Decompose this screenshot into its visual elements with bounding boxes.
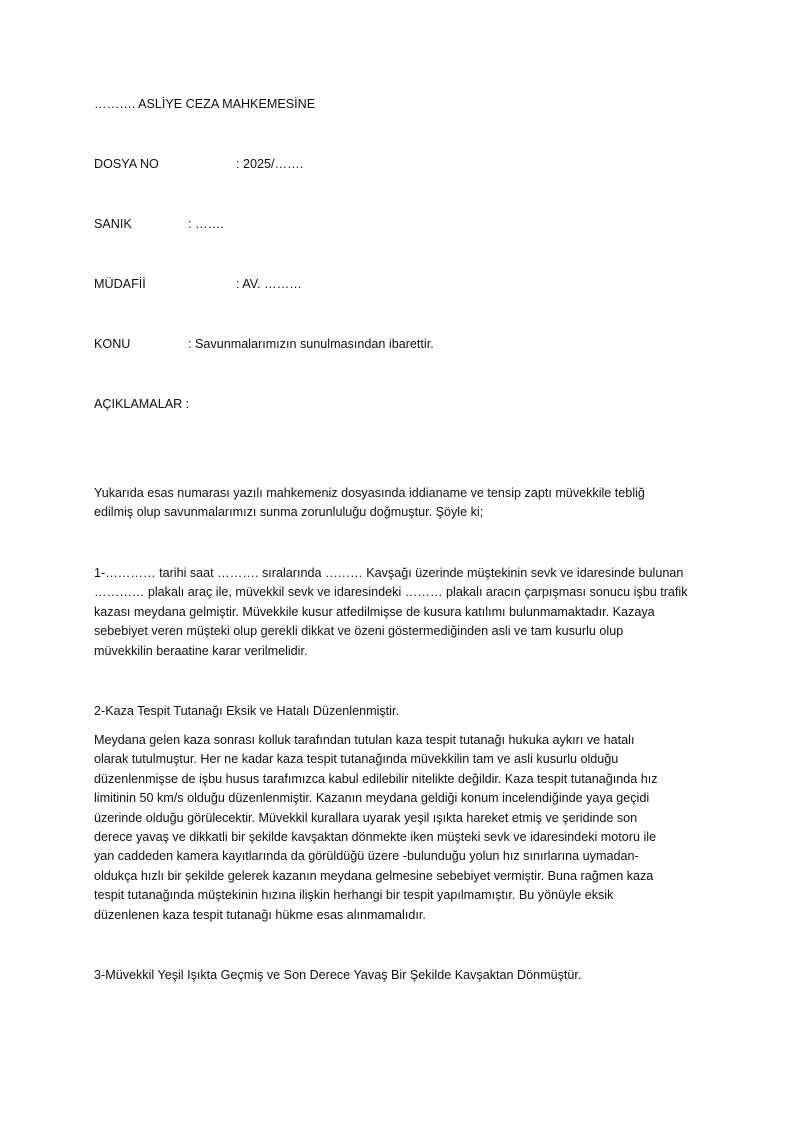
- aciklamalar-label: AÇIKLAMALAR :: [94, 397, 190, 411]
- paragraph-line: Yukarıda esas numarası yazılı mahkemeniz dosyasında iddianame ve tensip zaptı müvekkile tebliğ: [94, 486, 645, 500]
- paragraph-line: üzerinde olduğu görülecektir. Müvekkil kurallara uyarak yeşil ışıkta hareket etmiş ve şeridinde son: [94, 810, 638, 825]
- paragraph-line: müvekkilin beraatine karar verilmelidir.: [94, 643, 308, 658]
- item1-paragraph: [94, 564, 694, 661]
- paragraph-line: düzenlenen kaza tespit tutanağı hükme esas alınmamalıdır.: [94, 907, 426, 922]
- paragraph-line: yan caddeden kamera kayıtlarında da görüldüğü üzere -bulunduğu yolun hız sınırlarına uymadan-: [94, 849, 639, 864]
- paragraph-line: Meydana gelen kaza sonrası kolluk tarafından tutulan kaza tespit tutanağı hukuka aykırı ve hatalı: [94, 733, 635, 747]
- mudafii-value: : AV. ………: [236, 277, 302, 291]
- sanik-value: : …….: [188, 217, 224, 231]
- paragraph-line: oldukça hızlı bir şekilde gelerek kazanın meydana gelmesine sebebiyet vermiştir. Buna rağmen kaza: [94, 868, 654, 883]
- paragraph-line: tespit tutanağında müştekinin hızına ilişkin herhangi bir tespit yapılmamıştır. Bu yönüyle eksik: [94, 888, 614, 903]
- item3-heading: 3-Müvekkil Yeşil Işıkta Geçmiş ve Son Derece Yavaş Bir Şekilde Kavşaktan Dönmüştür.: [94, 968, 582, 982]
- paragraph-line: ………… plakalı araç ile, müvekkil sevk ve idaresindeki ……… plakalı aracın çarpışması sonucu işbu trafik: [94, 585, 688, 600]
- paragraph-line: sebebiyet veren müşteki olup gerekli dikkat ve özeni göstermediğinden asli ve tam kusurlu olup: [94, 624, 624, 639]
- sanik-label: SANIK: [94, 217, 132, 231]
- item2-paragraph: [94, 731, 694, 925]
- mudafii-label: MÜDAFİİ: [94, 277, 146, 291]
- paragraph-line: kazası meydana gelmiştir. Müvekkile kusur atfedilmişse de kusura katılımı bulunmamaktadır. Kazaya: [94, 604, 655, 619]
- item2-heading: 2-Kaza Tespit Tutanağı Eksik ve Hatalı Düzenlenmiştir.: [94, 704, 399, 718]
- paragraph-line: düzenlenmişse de işbu husus tarafımızca kabul edilebilir nitelikte değildir. Kaza tespit tutanağında hız: [94, 771, 658, 786]
- paragraph-line: 1-………… tarihi saat ………. sıralarında ……… Kavşağı üzerinde müştekinin sevk ve idaresinde bulunan: [94, 566, 684, 580]
- intro-paragraph: [94, 484, 694, 523]
- paragraph-line: olarak tutulmuştur. Her ne kadar kaza tespit tutanağında müvekkilin tam ve asli kusurlu olduğu: [94, 752, 619, 767]
- court-heading: ………. ASLİYE CEZA MAHKEMESİNE: [94, 97, 316, 111]
- konu-label: KONU: [94, 337, 131, 351]
- dosya-no-label: DOSYA NO: [94, 157, 159, 171]
- paragraph-line: limitinin 50 km/s olduğu düzenlenmiştir. Kazanın meydana geldiği konum incelendiğinde yaya geçidi: [94, 791, 650, 806]
- paragraph-line: derece yavaş ve dikkatli bir şekilde kavşaktan dönmekte iken müşteki sevk ve idaresindeki motoru ile: [94, 830, 657, 845]
- konu-value: : Savunmalarımızın sunulmasından ibarettir.: [188, 337, 434, 351]
- paragraph-line: edilmiş olup savunmalarımızı sunma zorunluluğu doğmuştur. Şöyle ki;: [94, 505, 484, 520]
- dosya-no-value: : 2025/…….: [236, 157, 304, 171]
